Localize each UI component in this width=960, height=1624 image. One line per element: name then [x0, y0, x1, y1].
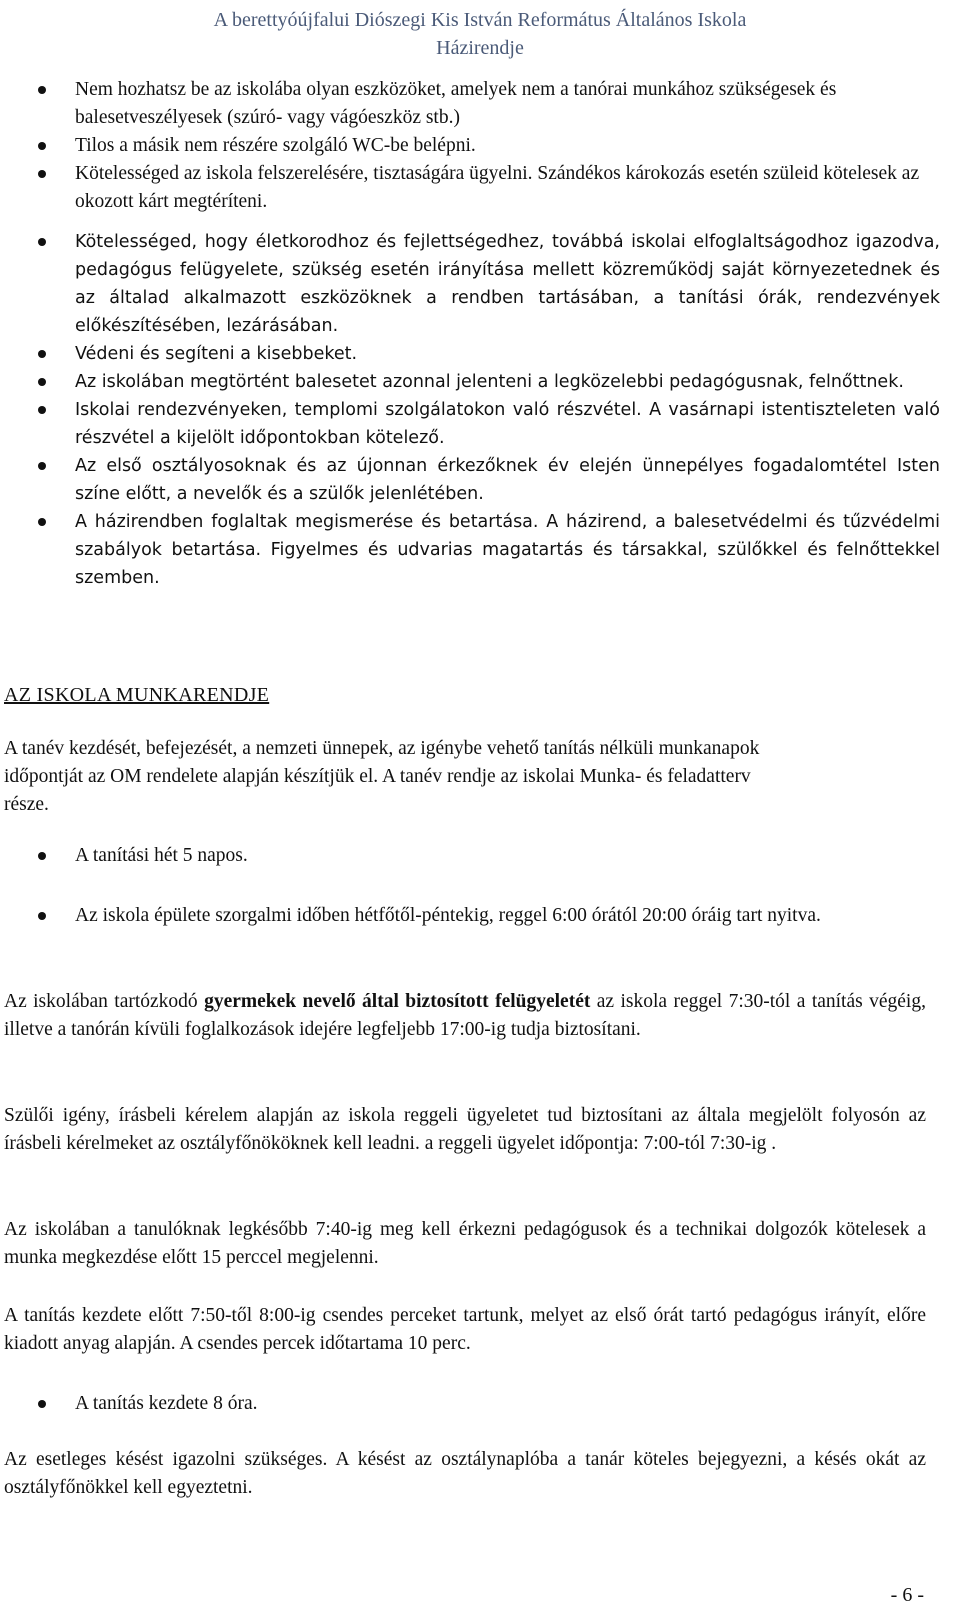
header-doc-title: Házirendje [436, 37, 524, 59]
bullet-icon [38, 912, 46, 920]
bullet-list-week [0, 842, 960, 870]
bullet-list-start [0, 1390, 960, 1418]
list-item: Az első osztályosoknak és az újonnan érkezőknek év elején ünnepélyes fogadalomtétel Isten színe előtt, a nevelők és a szülők jelenlétében. [0, 452, 960, 508]
bullet-list-duties [0, 228, 960, 592]
list-item: Kötelességed az iskola felszerelésére, tisztaságára ügyelni. Szándékos károkozás esetén szüleid kötelesek az okozott kárt megtéríteni. [0, 160, 960, 216]
bullet-list-building [0, 902, 960, 930]
paragraph-supervision: Az iskolában tartózkodó gyermekek nevelő által biztosított felügyeletét az iskola reggel 7:30-tól a tanítás végéig, illetve a tanórán kívüli foglalkozások idejére legfeljebb 17:00-ig tudja biztosítani. [4, 991, 926, 1040]
page-header [0, 6, 960, 62]
list-item: Az iskola épülete szorgalmi időben hétfőtől-péntekig, reggel 6:00 órától 20:00 óráig tart nyitva. [0, 902, 960, 930]
bullet-icon [38, 462, 46, 470]
bold-phrase: gyermekek nevelő által biztosított felügyeletét [204, 991, 591, 1012]
page-number: - 6 - [890, 1584, 924, 1606]
list-item: Iskolai rendezvényeken, templomi szolgálatokon való részvétel. A vasárnapi istentiszteleten való részvétel a kijelölt időpontokban kötelező. [0, 396, 960, 452]
paragraph-school-year: A tanév kezdését, befejezését, a nemzeti ünnepek, az igénybe vehető tanítás nélküli munkanapok időpontját az OM rendelete alapján készítjük el. A tanév rendje az iskolai Munka- és feladatterv része. [4, 738, 760, 815]
list-item: Tilos a másik nem részére szolgáló WC-be belépni. [0, 132, 960, 160]
bullet-icon [38, 378, 46, 386]
paragraph-quiet-minutes: A tanítás kezdete előtt 7:50-től 8:00-ig csendes perceket tartunk, melyet az első órát tartó pedagógus irányít, előre kiadott anyag alapján. A csendes percek időtartama 10 perc. [4, 1305, 926, 1354]
bullet-icon [38, 170, 46, 178]
list-item: A tanítás kezdete 8 óra. [0, 1390, 960, 1418]
bullet-icon [38, 852, 46, 860]
section-heading: AZ ISKOLA MUNKARENDJE [4, 684, 270, 706]
list-item: Nem hozhatsz be az iskolába olyan eszközöket, amelyek nem a tanórai munkához szükségesek és balesetveszélyesek (szúró- vagy vágóeszköz stb.) [0, 76, 960, 132]
bullet-icon [38, 238, 46, 246]
bullet-icon [38, 1400, 46, 1408]
bullet-icon [38, 86, 46, 94]
paragraph-morning-duty: Szülői igény, írásbeli kérelem alapján az iskola reggeli ügyeletet tud biztosítani az általa megjelölt folyosón az írásbeli kérelmeket az osztályfőnököknek kell leadni. a reggeli ügyelet időpontja: 7:00-tól 7:30-ig . [4, 1105, 926, 1154]
paragraph-arrival: Az iskolában a tanulóknak legkésőbb 7:40-ig meg kell érkezni pedagógusok és a technikai dolgozók kötelesek a munka megkezdése előtt 15 perccel megjelenni. [4, 1219, 926, 1268]
list-item: A tanítási hét 5 napos. [0, 842, 960, 870]
list-item: Kötelességed, hogy életkorodhoz és fejlettségedhez, továbbá iskolai elfoglaltságodhoz igazodva, pedagógus felügyelete, szükség esetén irányítása mellett közreműködj saját környezetednek és az általad alkalmazott eszközöknek a rendben tartásában, a tanítási órák, rendezvények előkészítésében, lezárásában. [0, 228, 960, 340]
bullet-icon [38, 406, 46, 414]
bullet-icon [38, 518, 46, 526]
list-item: A házirendben foglaltak megismerése és betartása. A házirend, a balesetvédelmi és tűzvédelmi szabályok betartása. Figyelmes és udvarias magatartás és társakkal, szülőkkel és felnőttekkel szemben. [0, 508, 960, 592]
bullet-icon [38, 350, 46, 358]
bullet-list-top [0, 76, 960, 216]
list-item: Védeni és segíteni a kisebbeket. [0, 340, 960, 368]
bullet-icon [38, 142, 46, 150]
header-school-name: A berettyóújfalui Diószegi Kis István Református Általános Iskola [213, 9, 747, 31]
list-item: Az iskolában megtörtént balesetet azonnal jelenteni a legközelebbi pedagógusnak, felnőttnek. [0, 368, 960, 396]
paragraph-lateness: Az esetleges késést igazolni szükséges. A késést az osztálynaplóba a tanár köteles bejegyezni, a késés okát az osztályfőnökkel kell egyeztetni. [4, 1449, 926, 1498]
